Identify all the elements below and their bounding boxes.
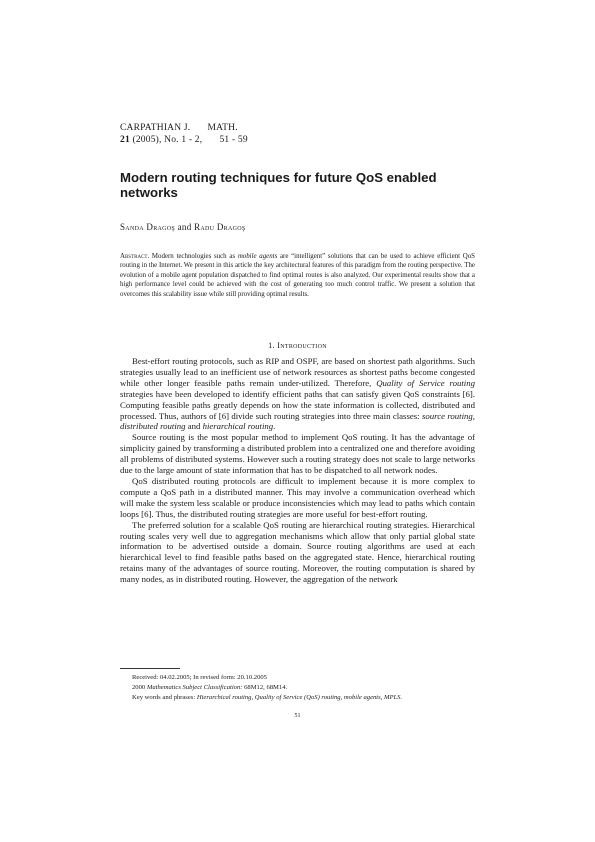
msc-label: Mathematics Subject Classification:: [146, 684, 243, 692]
footnote-received: Received: 04.02.2005; In revised form: 20.10.2005: [132, 674, 267, 681]
section-number: 1.: [268, 341, 275, 350]
paper-title: Modern routing techniques for future QoS enabled networks: [120, 170, 437, 200]
footnotes: [132, 673, 477, 704]
journal-pages: 51 - 59: [219, 135, 248, 145]
p1-text-c: ,: [472, 410, 475, 421]
footnote-keywords: [132, 693, 477, 703]
abstract: [120, 252, 475, 299]
p1-text-d: and: [185, 421, 203, 432]
abstract-label: Abstract.: [120, 253, 150, 260]
paragraph-1: [120, 356, 475, 432]
journal-issue: (2005), No. 1 - 2,: [132, 135, 203, 145]
p1-emphasis-3: distributed routing: [120, 421, 186, 432]
keywords-label: Key words and phrases:: [132, 694, 197, 702]
abstract-text-1: Modern technologies such as: [149, 253, 238, 260]
paragraph-4: The preferred solution for a scalable QoS routing are hierarchical routing strategies. Hierarchical routing scales very well due to aggregation mechanisms which allow that only partial global state information to be advertised outside a domain. Source routing algorithms are used at each hierarchical level to find feasible paths based on the aggregated state. Hence, hierarchical routing retains many of the advantages of source routing. Moreover, the routing computation is shared by many nodes, as in distributed routing. However, the aggregation of the network: [120, 519, 475, 585]
authors: [120, 222, 245, 232]
section-title: Introduction: [277, 341, 327, 350]
msc-codes: 68M12, 68M14.: [242, 684, 288, 692]
author-2-last: Dragoş: [216, 222, 246, 232]
p1-text-e: .: [273, 421, 276, 432]
p1-emphasis-4: hierarchical routing: [202, 421, 274, 432]
msc-year: 2000: [132, 684, 147, 692]
author-2-first: Radu: [194, 222, 215, 232]
authors-and: and: [177, 222, 192, 232]
paragraph-2: Source routing is the most popular method to implement QoS routing. It has the advantage of simplicity gained by transforming a distributed problem into a centralized one and therefore avoiding all problems of distributed systems. However such a routing strategy does not scale to large networks due to the large amount of state information that has to be dispatched to all network nodes.: [120, 432, 475, 476]
p1-emphasis-2: source routing: [421, 410, 473, 421]
author-1-first: Sanda: [120, 222, 144, 232]
author-1-last: Dragoş: [146, 222, 176, 232]
journal-volume: 21: [120, 135, 130, 145]
abstract-text-2: are “intelligent” solutions that can be used to achieve efficient QoS routing in the Internet. We present in this article the key architectural features of this paradigm from the routing perspective. The evolution of a mobile agent population dispatched to find optimal routes is also analyzed. Our experimental results show that a high performance level could be achieved with the cost of generating too much control traffic. We present a solution that overcomes this scalability issue while still providing optimal results.: [120, 253, 475, 298]
journal-name-2: MATH.: [207, 123, 238, 133]
paragraph-3: QoS distributed routing protocols are difficult to implement because it is more complex to compute a QoS path in a distributed manner. This may involve a communication overhead which will make the system less scalable or produce inconsistencies which may lead to paths which contain loops [6]. Thus, the distributed routing strategies are more useful for best-effort routing.: [120, 475, 475, 519]
page-number: 51: [294, 713, 301, 719]
p1-emphasis-1: Quality of Service routing: [376, 377, 475, 388]
footnote-rule: [120, 668, 180, 669]
abstract-emphasis: mobile agents: [237, 253, 278, 260]
p1-text-b: strategies have been developed to identify efficient paths that can satisfy given QoS constraints [6]. Computing feasible paths greatly depends on how the state information is collected, distributed and processed. Thus, authors of [6] divide such routing strategies into three main classes:: [120, 388, 475, 421]
body-text: [120, 356, 475, 585]
journal-header: [120, 122, 248, 146]
journal-name: CARPATHIAN J.: [120, 123, 191, 133]
section-heading: [120, 341, 475, 350]
keywords-text: Hierarchical routing, Quality of Service (QoS) routing, mobile agents, MPLS.: [196, 694, 403, 702]
p1-text-a: Best-effort routing protocols, such as RIP and OSPF, are based on shortest path algorithms. Such strategies usually lead to an inefficient use of network resources as shortest paths become congested while other longer feasible paths remain under-utilized. Therefore,: [120, 356, 475, 388]
footnote-msc: [132, 683, 477, 693]
